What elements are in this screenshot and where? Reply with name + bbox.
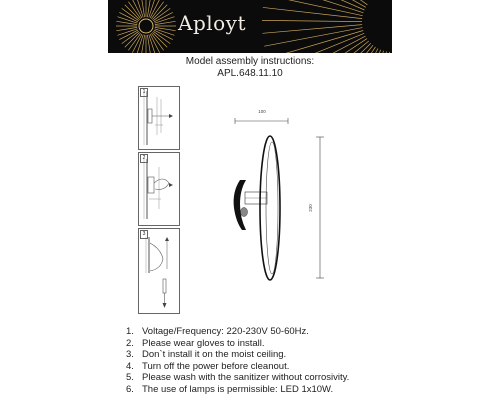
assembly-step-3 <box>138 228 180 314</box>
instruction-item: 1. Voltage/Frequency: 220-230V 50-60Hz. <box>126 326 309 337</box>
sunburst-ray <box>141 0 144 17</box>
assembly-steps <box>138 86 180 312</box>
instruction-item: 5. Please wash with the sanitizer without corrosivity. <box>126 372 350 384</box>
sunburst-ray <box>268 0 363 13</box>
assembly-step-1 <box>138 86 180 150</box>
lamp-dimension-drawing <box>200 100 350 290</box>
instruction-item: 4. Turn off the power before cleanout. <box>126 360 290 372</box>
sunburst-ray <box>263 7 362 18</box>
width-dimension-label: 100 <box>258 109 266 114</box>
sunburst-ray <box>381 52 390 53</box>
height-dimension-label: 230 <box>308 204 313 212</box>
sunburst-ray <box>141 35 144 53</box>
sunburst-ray <box>147 0 150 17</box>
sunburst-ray <box>262 20 362 21</box>
brand-banner <box>108 0 392 53</box>
instruction-item: 2. Please wear gloves to install. <box>126 337 265 349</box>
assembly-step-2 <box>138 152 180 226</box>
model-number: APL.648.11.10 <box>217 68 283 79</box>
instruction-item: 6. The use of lamps is permissible: LED 1x10W. <box>126 383 334 395</box>
sunburst-ray <box>262 25 362 34</box>
sunburst-logo-rays <box>108 0 392 53</box>
instruction-item: 3. Don`t install it on the moist ceiling. <box>126 349 287 361</box>
step-number: 1 <box>140 88 148 97</box>
sunburst-ray <box>279 0 366 7</box>
step-3-illustration <box>139 229 179 313</box>
sunburst-ray <box>368 51 387 53</box>
sunburst-ray <box>267 30 363 53</box>
step-2-illustration <box>139 153 179 225</box>
document-title: Model assembly instructions: <box>185 56 315 67</box>
instructions-list <box>126 326 349 396</box>
sunburst-ray <box>264 28 362 47</box>
step-number: 3 <box>140 230 148 239</box>
step-number: 2 <box>140 154 148 163</box>
brand-logo-text: Aployt <box>178 11 247 35</box>
sunburst-ray <box>284 39 367 53</box>
sunburst-ray <box>147 35 150 53</box>
